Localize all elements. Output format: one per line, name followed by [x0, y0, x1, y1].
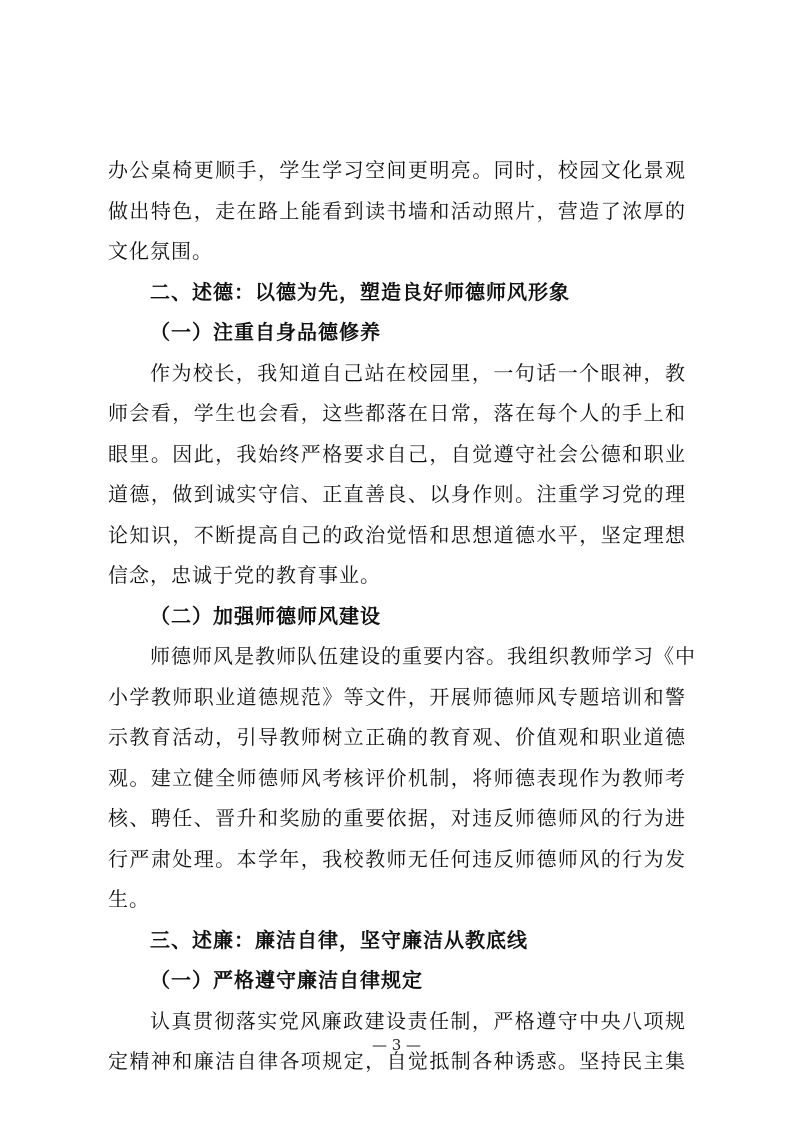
subsection-heading: （二）加强师德师风建设: [150, 603, 381, 628]
body-line: 行严肃处理。本学年，我校教师无任何违反师德师风的行为发: [108, 846, 686, 871]
body-line: 作为校长，我知道自己站在校园里，一句话一个眼神，教: [150, 360, 686, 385]
body-line: 定精神和廉洁自律各项规定，自觉抵制各种诱惑。坚持民主集: [108, 1049, 686, 1073]
document-body: [108, 150, 696, 1082]
body-line: 眼里。因此，我始终严格要求自己，自觉遵守社会公德和职业: [108, 441, 686, 466]
section-heading: 二、述德：以德为先，塑造良好师德师风形象: [150, 279, 570, 304]
body-line: 小学教师职业道德规范》等文件，开展师德师风专题培训和警: [108, 684, 686, 709]
body-line: 示教育活动，引导教师树立正确的教育观、价值观和职业道德: [108, 725, 686, 749]
body-line: 道德，做到诚实守信、正直善良、以身作则。注重学习党的理: [108, 482, 686, 506]
subsection-heading: （一）注重自身品德修养: [150, 320, 381, 344]
body-line: 生。: [108, 887, 150, 911]
body-line: 观。建立健全师德师风考核评价机制，将师德表现作为教师考: [108, 765, 686, 790]
body-line: 师会看，学生也会看，这些都落在日常，落在每个人的手上和: [108, 401, 686, 425]
body-line: 信念，忠诚于党的教育事业。: [108, 563, 381, 587]
body-line: 办公桌椅更顺手，学生学习空间更明亮。同时，校园文化景观: [108, 158, 686, 182]
body-line: 核、聘任、晋升和奖励的重要依据，对违反师德师风的行为进: [108, 806, 686, 830]
body-line: 师德师风是教师队伍建设的重要内容。我组织教师学习《中: [150, 644, 696, 668]
body-line: 做出特色，走在路上能看到读书墙和活动照片，营造了浓厚的: [108, 198, 686, 223]
body-line: 认真贯彻落实党风廉政建设责任制，严格遵守中央八项规: [150, 1008, 686, 1033]
body-line: 论知识，不断提高自己的政治觉悟和思想道德水平，坚定理想: [108, 522, 686, 547]
section-heading: 三、述廉：廉洁自律，坚守廉洁从教底线: [150, 927, 528, 952]
page-number: — 3 —: [371, 1036, 422, 1054]
body-line: 文化氛围。: [108, 239, 213, 263]
subsection-heading: （一）严格遵守廉洁自律规定: [150, 968, 423, 992]
